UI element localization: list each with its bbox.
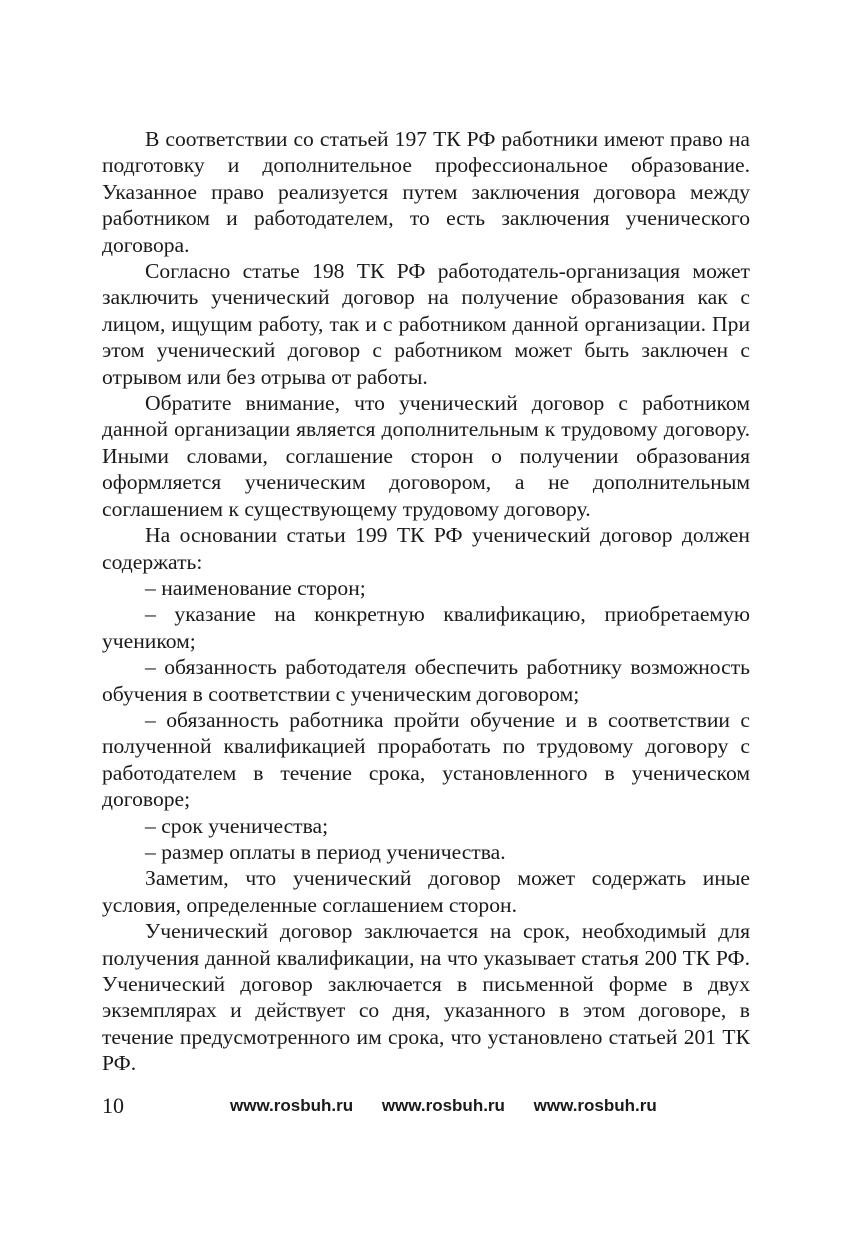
paragraph-article-198: Согласно статье 198 ТК РФ работодатель-организация может заключить ученический договор на получение образования как с лицом, ищущим работу, так и с работником данной организации. При этом ученический договор с работником может быть заключен с отрывом или без отрыва от работы. <box>102 259 750 389</box>
paragraph-article-197: В соответствии со статьей 197 ТК РФ работники имеют право на подготовку и дополнительное профессиональное образование. Указанное право реализуется путем заключения договора между работником и работодателем, то есть заключения ученического договора. <box>102 127 750 257</box>
footer-link[interactable]: www.rosbuh.ru <box>381 1096 505 1115</box>
main-text <box>102 126 750 1077</box>
page-number: 10 <box>102 1093 124 1118</box>
footer-link[interactable]: www.rosbuh.ru <box>533 1096 657 1115</box>
footer-links <box>230 1095 657 1117</box>
paragraph-note: Обратите внимание, что ученический договор с работником данной организации является дополнительным к трудовому договору. Иными словами, соглашение сторон о получении образования оформляется ученическим договором, а не дополнительным соглашением к существующему трудовому договору. <box>102 391 750 521</box>
paragraph-articles-200-201: Ученический договор заключается на срок, необходимый для получения данной квалификации, на что указывает статья 200 ТК РФ. Ученический договор заключается в письменной форме в двух экземплярах и действует со дня, указанного в этом договоре, в течение предусмотренного им срока, что установлено статьей 201 ТК РФ. <box>102 919 750 1076</box>
paragraph-other-conditions: Заметим, что ученический договор может содержать иные условия, определенные соглашением сторон. <box>102 866 750 917</box>
list-item-qualification: – указание на конкретную квалификацию, приобретаемую учеником; <box>102 602 750 653</box>
footer-link[interactable]: www.rosbuh.ru <box>230 1096 354 1115</box>
list-item-term: – срок ученичества; <box>145 813 329 838</box>
list-item-parties: – наименование сторон; <box>145 575 366 600</box>
list-item-employee-duty: – обязанность работника пройти обучение и в соответствии с полученной квалификацией проработать по трудовому договору с работодателем в течение срока, установленного в ученическом договоре; <box>102 707 750 812</box>
page-footer <box>102 1093 750 1123</box>
list-item-payment: – размер оплаты в период ученичества. <box>145 839 506 864</box>
paragraph-article-199: На основании статьи 199 ТК РФ ученический договор должен содержать: <box>102 523 750 574</box>
list-item-employer-duty: – обязанность работодателя обеспечить работнику возможность обучения в соответствии с ученическим договором; <box>102 655 750 706</box>
